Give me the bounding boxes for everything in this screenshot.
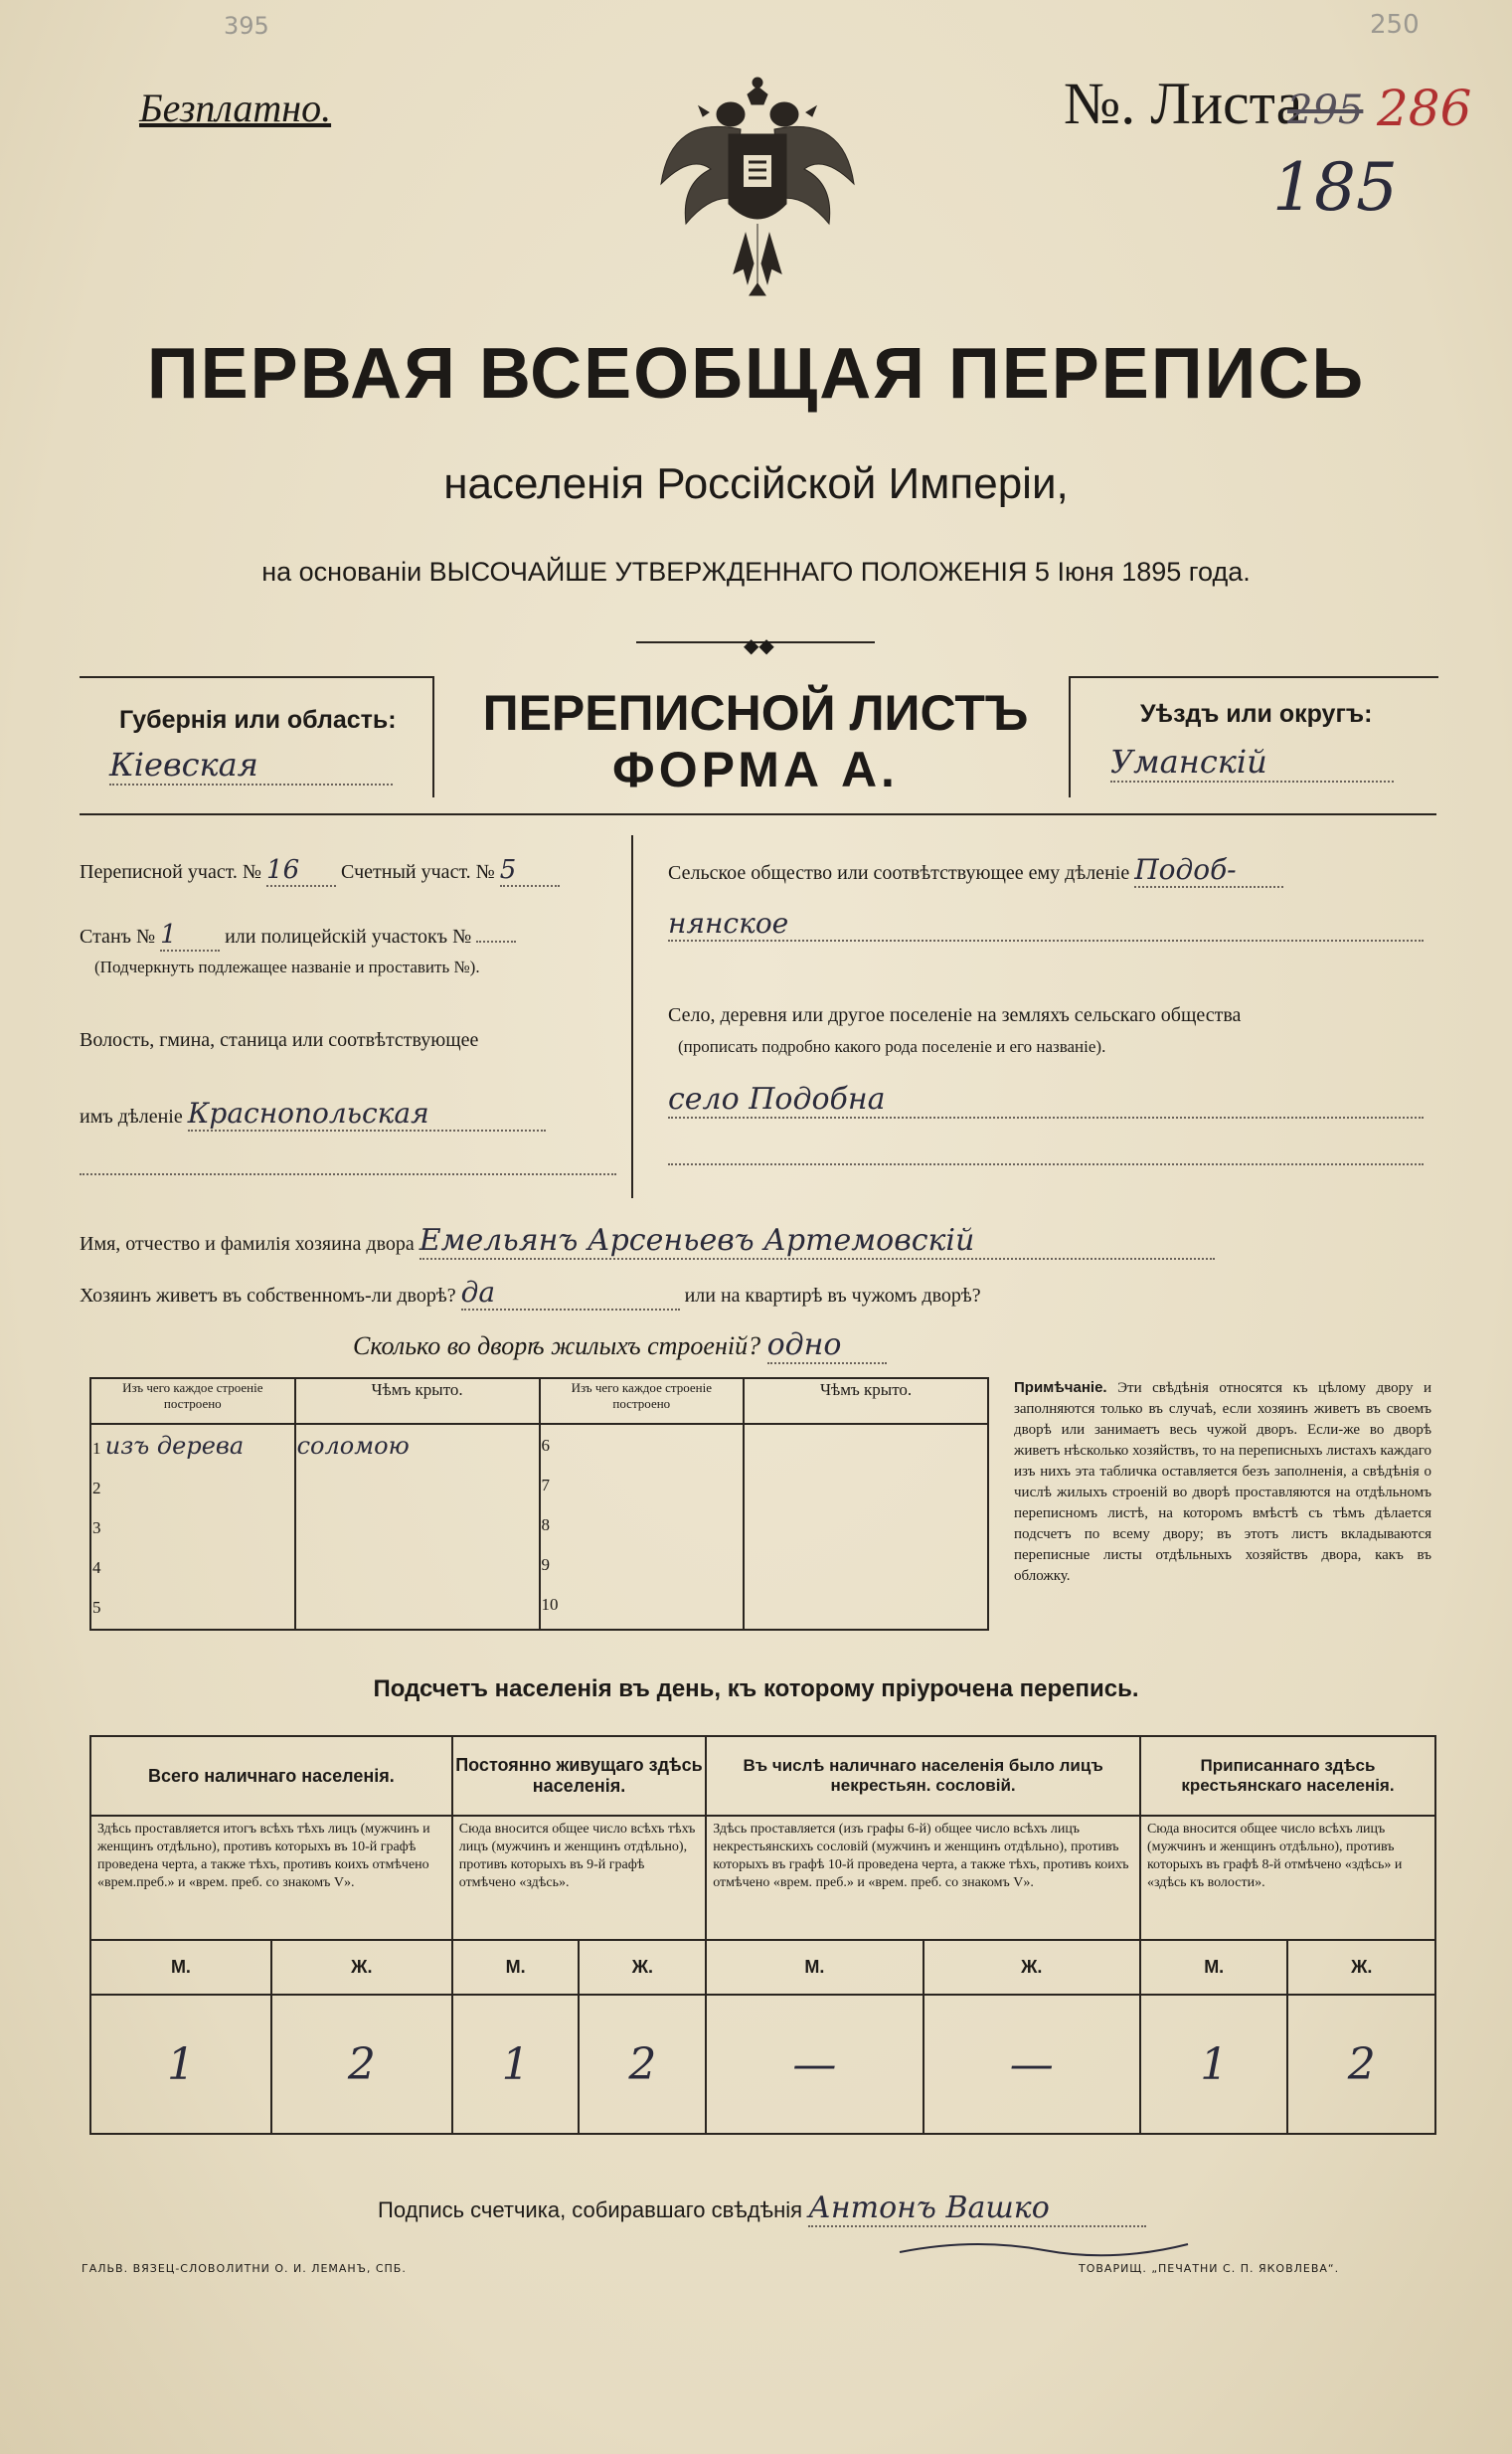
building-row: 7: [541, 1476, 550, 1494]
uchast-value: 16: [266, 855, 336, 887]
building-row: 8: [541, 1515, 550, 1534]
pop-col1-f: 2: [271, 1995, 452, 2134]
col-material-header: Изъ чего каждое строеніе построено: [90, 1378, 295, 1424]
pop-col2-m: 1: [452, 1995, 580, 2134]
section-rule: [80, 813, 1436, 815]
uchast-row: [80, 855, 560, 887]
volost-label: Волость, гмина, станица или соотвѣтствующее: [80, 1029, 479, 1051]
form-title: ФОРМА А.: [612, 742, 899, 797]
section-divider: [631, 835, 633, 1198]
volost-label2: имъ дѣленіе: [80, 1106, 183, 1128]
pop-col1-m: 1: [90, 1995, 271, 2134]
gubernia-value: Кіевская: [109, 746, 393, 786]
m-label: М.: [90, 1940, 271, 1995]
schet-label: Счетный участ. №: [341, 861, 495, 883]
owner-name-value: Емельянъ Арсеньевъ Артемовскій: [420, 1223, 1215, 1260]
population-title: Подсчетъ населенія въ день, къ которому пріурочена перепись.: [373, 1675, 1139, 1702]
stan-value: 1: [160, 920, 220, 952]
village-value: село Подобна: [668, 1082, 1424, 1119]
uezd-value: Уманскій: [1110, 743, 1394, 783]
footer-left: ГАЛЬВ. ВЯЗЕЦ-СЛОВОЛИТНИ О. И. ЛЕМАНЪ, СПБ.: [82, 2262, 407, 2275]
note-text: Эти свѣдѣнія относятся къ цѣлому двору и заполняются только въ случаѣ, если хозяинъ живетъ въ своемъ дворѣ или занимаетъ весь чужой дворъ. Если-же во дворѣ живетъ нѣсколько хозяйствъ, то на переписныхъ листахъ каждаго изъ нихъ эта табличка оставляется безъ заполненія, а свѣдѣнія о числѣ жилыхъ строеній во дворѣ проставляются на отдѣльномъ переписномъ листѣ, на которомъ вмѣстѣ съ тѣмъ дѣлается подсчетъ по всему двору; въ этотъ листъ вкладываются переписные листы отдѣльныхъ хозяйствъ двора, какъ въ обложку.: [1014, 1380, 1431, 1584]
material-column-left: [90, 1424, 295, 1630]
pop-col3-m: —: [706, 1995, 923, 2134]
roof-column-left: [295, 1424, 540, 1630]
village-note: (прописать подробно какого рода поселеніе и его названіе).: [678, 1037, 1106, 1056]
pop-col1-header: Всего наличнаго населенія.: [90, 1736, 452, 1816]
f-label: Ж.: [924, 1940, 1140, 1995]
buildings-table: [89, 1377, 989, 1631]
own-yard-value: да: [461, 1276, 680, 1311]
volost-row: [80, 1097, 546, 1132]
m-label: М.: [452, 1940, 580, 1995]
sheet-title: ПЕРЕПИСНОЙ ЛИСТЪ: [482, 685, 1029, 741]
m-label: М.: [706, 1940, 923, 1995]
underline-note: (Подчеркнуть подлежащее названіе и проставить №).: [94, 958, 480, 976]
pencil-number-right: 250: [1370, 10, 1420, 40]
buildings-row: [353, 1327, 887, 1364]
pop-col4-header: Приписаннаго здѣсь крестьянскаго населенія.: [1140, 1736, 1435, 1816]
building-row: 5: [92, 1598, 101, 1617]
pop-col4-f: 2: [1287, 1995, 1435, 2134]
volost-extra-line: [80, 1173, 616, 1175]
pop-col2-header: Постоянно живущаго здѣсь населенія.: [452, 1736, 706, 1816]
col-roof-header-2: Чѣмъ крыто.: [744, 1378, 988, 1424]
building-row: 3: [92, 1518, 101, 1537]
rent-label: или на квартирѣ въ чужомъ дворѣ?: [684, 1285, 981, 1307]
building-row: 2: [92, 1479, 101, 1497]
uezd-box: [1069, 676, 1438, 797]
col-material-header-2: Изъ чего каждое строеніе построено: [540, 1378, 745, 1424]
roof-column-right: [744, 1424, 988, 1630]
sheet-number-red: 286: [1377, 80, 1472, 137]
population-table: [89, 1735, 1436, 2135]
footer-right: ТОВАРИЩ. „ПЕЧАТНИ С. П. ЯКОВЛЕВА“.: [1079, 2262, 1340, 2275]
census-subtitle: населенія Россійской Имперіи,: [443, 459, 1069, 508]
village-label: Село, деревня или другое поселеніе на земляхъ сельскаго общества: [668, 1004, 1242, 1026]
uchast-label: Переписной участ. №: [80, 861, 262, 883]
pop-col1-desc: Здѣсь проставляется итогъ всѣхъ тѣхъ лицъ (мужчинъ и женщинъ отдѣльно), противъ которыхъ въ 10-й графѣ проведена черта, а также тѣхъ, противъ коихъ отмѣчено «врем.преб.» и «врем. преб. со знакомъ V».: [90, 1816, 452, 1940]
society-value: Подоб-: [1134, 853, 1283, 888]
pop-col4-m: 1: [1140, 1995, 1288, 2134]
schet-value: 5: [500, 855, 560, 887]
police-value: [476, 941, 516, 943]
stan-row: [80, 920, 516, 952]
col-roof-header: Чѣмъ крыто.: [295, 1378, 540, 1424]
f-label: Ж.: [1287, 1940, 1435, 1995]
free-label: Безплатно.: [139, 86, 332, 130]
stan-label: Станъ №: [80, 926, 156, 948]
building-roof: соломою: [296, 1432, 410, 1460]
pop-col3-f: —: [924, 1995, 1140, 2134]
pop-col2-f: 2: [579, 1995, 706, 2134]
f-label: Ж.: [271, 1940, 452, 1995]
gubernia-box: [80, 676, 434, 797]
buildings-label: Сколько во дворѣ жилыхъ строеній?: [353, 1331, 761, 1360]
uezd-label: Уѣздъ или округъ:: [1140, 700, 1373, 728]
police-label: или полицейскій участокъ №: [225, 926, 472, 948]
owner-name-label: Имя, отчество и фамилія хозяина двора: [80, 1233, 415, 1255]
pop-col2-desc: Сюда вносится общее число всѣхъ тѣхъ лицъ (мужчинъ и женщинъ отдѣльно), противъ которыхъ въ 9-й графѣ отмѣчено «здѣсь».: [452, 1816, 706, 1940]
pop-col4-desc: Сюда вносится общее число всѣхъ лицъ (мужчинъ и женщинъ отдѣльно), противъ которыхъ въ графѣ 8-й отмѣчено «здѣсь» и «здѣсь къ волости».: [1140, 1816, 1435, 1940]
buildings-value: одно: [767, 1327, 887, 1364]
note-title: Примѣчаніе.: [1014, 1379, 1107, 1396]
pop-col3-header: Въ числѣ наличнаго населенія было лицъ некрестьян. сословій.: [706, 1736, 1140, 1816]
gubernia-label: Губернія или область:: [119, 706, 397, 734]
note-block: [1014, 1377, 1431, 1587]
owner-row: [80, 1223, 1215, 1260]
material-column-right: [540, 1424, 745, 1630]
building-row: 10: [541, 1595, 559, 1614]
pop-col3-desc: Здѣсь проставляется (изъ графы 6-й) общее число всѣхъ лицъ некрестьянскихъ сословій (мужчинъ и женщинъ отдѣльно), противъ которыхъ въ графѣ 10-й проведена черта, а также тѣхъ, противъ коихъ отмѣчено «врем. преб.» и «врем. преб. со знакомъ V».: [706, 1816, 1140, 1940]
society-label: Сельское общество или соотвѣтствующее ему дѣленіе: [668, 862, 1130, 884]
society-value-continued: нянское: [668, 907, 1424, 942]
building-row: 4: [92, 1558, 101, 1577]
ornament-center-icon: ◆◆: [744, 635, 774, 657]
own-yard-label: Хозяинъ живетъ въ собственномъ-ли дворѣ?: [80, 1285, 456, 1307]
census-basis: на основаніи ВЫСОЧАЙШЕ УТВЕРЖДЕННАГО ПОЛОЖЕНІЯ 5 Іюня 1895 года.: [261, 557, 1251, 587]
census-main-title: ПЕРВАЯ ВСЕОБЩАЯ ПЕРЕПИСЬ: [146, 334, 1366, 414]
village-extra-line: [668, 1163, 1424, 1165]
sheet-number-struck: 295: [1287, 88, 1364, 133]
pencil-number-left: 395: [224, 12, 269, 40]
f-label: Ж.: [579, 1940, 706, 1995]
sheet-number-label: №. Листа: [1064, 71, 1303, 136]
building-row: 6: [541, 1436, 550, 1455]
building-row: 1 изъ дерева: [92, 1432, 245, 1460]
m-label: М.: [1140, 1940, 1288, 1995]
signature-value: Антонъ Вашко: [808, 2191, 1146, 2227]
signature-label: Подпись счетчика, собиравшаго свѣдѣнія: [378, 2197, 803, 2222]
signature-row: [378, 2191, 1146, 2227]
building-material: изъ дерева: [104, 1432, 245, 1460]
ownership-row: [80, 1276, 981, 1311]
sheet-number-handwritten: 185: [1272, 149, 1398, 226]
society-row: [668, 853, 1283, 888]
volost-value: Краснопольская: [188, 1097, 546, 1132]
building-row: 9: [541, 1555, 550, 1574]
double-headed-eagle-emblem: [651, 75, 865, 303]
